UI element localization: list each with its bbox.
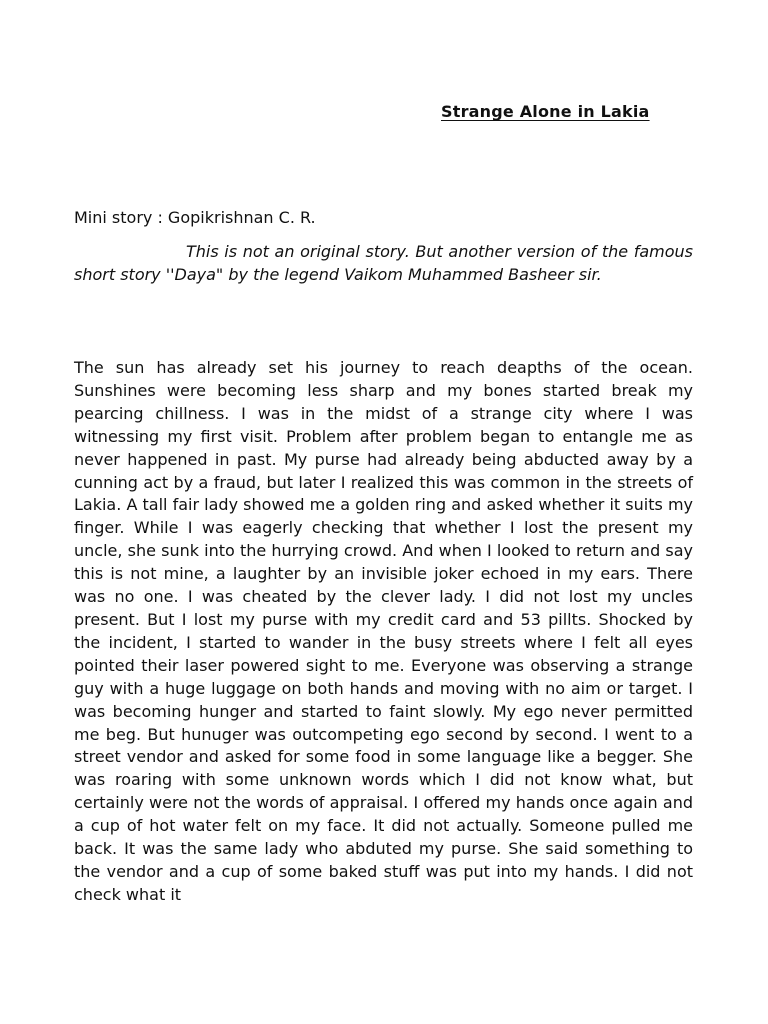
story-intro: This is not an original story. But another version of the famous short story ''Daya" by the legend Vaikom Muhammed Basheer sir. <box>74 242 693 284</box>
document-title: Strange Alone in Lakia <box>441 102 650 121</box>
story-byline: Mini story : Gopikrishnan C. R. <box>74 208 316 227</box>
story-body: The sun has already set his journey to reach deapths of the ocean. Sunshines were becoming less sharp and my bones started break my pearcing chillness. I was in the midst of a strange city where I was witnessing my first visit. Problem after problem began to entangle me as never happened in past. My purse had already being abducted away by a cunning act by a fraud, but later I realized this was common in the streets of Lakia. A tall fair lady showed me a golden ring and asked whether it suits my finger. While I was eagerly checking that whether I lost the present my uncle, she sunk into the hurrying crowd. And when I looked to return and say this is not mine, a laughter by an invisible joker echoed in my ears. There was no one. I was cheated by the clever lady. I did not lost my uncles present. But I lost my purse with my credit card and 53 pillts. Shocked by the incident, I started to wander in the busy streets where I felt all eyes pointed their laser powered sight to me. Everyone was observing a strange guy with a huge luggage on both hands and moving with no aim or target. I was becoming hunger and started to faint slowly. My ego never permitted me beg. But hunuger was outcompeting ego second by second. I went to a street vendor and asked for some food in some language like a begger. She was roaring with some unknown words which I did not know what, but certainly were not the words of appraisal. I offered my hands once again and a cup of hot water felt on my face. It did not actually. Someone pulled me back. It was the same lady who abduted my purse. She said something to the vendor and a cup of some baked stuff was put into my hands. I did not check what it <box>74 358 693 904</box>
